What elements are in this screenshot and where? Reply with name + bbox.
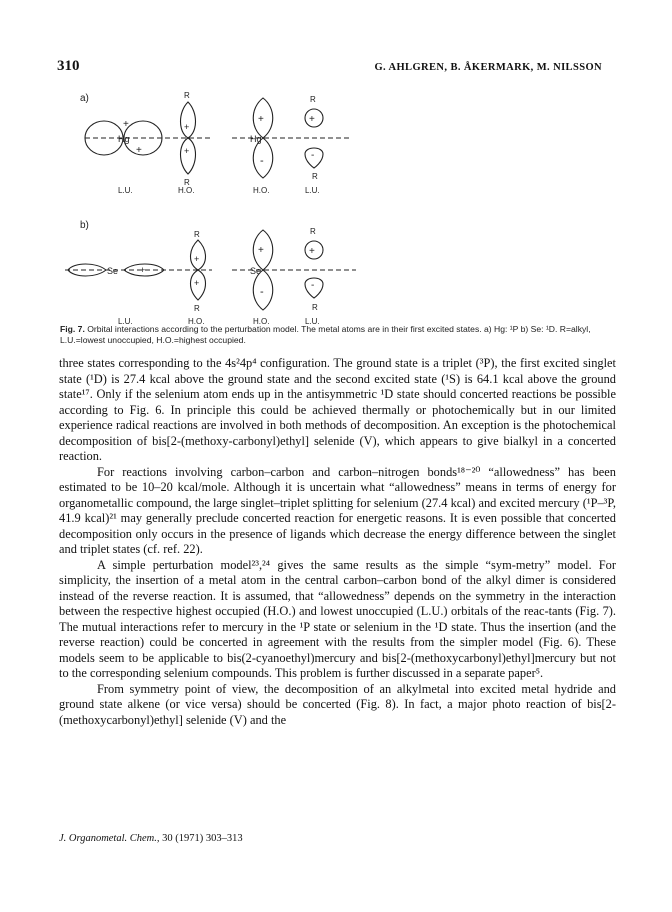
panel-b-right-atom: Se [250,266,262,276]
page-number: 310 [57,58,80,74]
footer-journal: J. Organometal. Chem., [59,833,160,844]
panel-a-sigma-lower-lobe [181,138,196,174]
running-header-authors: G. AHLGREN, B. ÅKERMARK, M. NILSSON [374,62,602,73]
panel-b-orbital-label: H.O. [253,317,270,326]
panel-a-orbital-label: L.U. [118,186,133,195]
paragraph: A simple perturbation model²³,²⁴ gives the same results as the simple “sym-metry” model. For simplicity, the insertion of a metal atom in the central carbon–carbon bond of the alkyl dimer is considered instead of the reverse reaction. It is assumed, that “allowedness” depends on the symmetry in the interaction between the respective highest occupied (H.O.) and lowest unoccupied (L.U.) orbitals of the reac-tants (Fig. 7). The mutual interactions refer to mercury in the ¹P state or selenium in the ¹D state. Thus the insertion (and the reverse reaction) could be concerted in agreement with the results from the simpler model (Fig. 6). These models seem to be applicable to bis(2-cyanoethyl)mercury and bis[2-(methoxycarbonyl)ethyl]mercury but not to the corresponding selenium compounds. This problem is further discussed in a separate paper⁵. [59,557,616,680]
panel-a-left-atom: Hg [118,134,130,144]
figure-caption [60,324,616,346]
paragraph: For reactions involving carbon–carbon and carbon–nitrogen bonds¹⁸⁻²⁰ “allowedness” has been estimated to be 10–20 kcal/mole. Although it is uncertain what “allowedness” means in terms of energy for organometallic compound, the large singlet–triplet splitting for selenium (27.4 kcal) and excited mercury (¹P–³P, 41.9 kcal)²¹ may generally preclude concerted reaction for energetic reasons. It is even possible that concerted decomposition only occurs in the presence of ligands which decrease the energy difference between the singlet and triplet states (cf. ref. 22). [59,464,616,556]
panel-a-r-label: R [310,95,316,104]
panel-b-plus-sign: + [309,246,315,257]
panel-b-r-label: R [310,227,316,236]
panel-a-plus-sign: + [258,114,264,125]
panel-b-plus-sign: + [194,254,200,264]
panel-a-sigma-upper-lobe [181,102,196,138]
panel-b-orbital-label: H.O. [188,317,205,326]
panel-a-r-label: R [184,91,190,100]
paragraph: From symmetry point of view, the decomposition of an alkylmetal into excited metal hydride and ground state alkene (or vice versa) should be concerted (Fig. 8). In fact, a major photo reaction of bis[2-(methoxycarbonyl)ethyl] selenide (V) and the [59,681,616,727]
panel-a-minus-sign: - [260,155,264,167]
panel-b-plus-sign: + [194,278,200,288]
panel-b-plus-sign: + [140,265,146,275]
panel-a-orbital-label: H.O. [253,186,270,195]
panel-a-plus-sign: + [184,146,190,156]
panel-b-left-atom: Se [107,266,119,276]
panel-b-label: b) [80,220,89,231]
figure-7-orbital-diagram [60,82,620,332]
panel-a-r-label: R [184,178,190,187]
panel-a-plus-sign: + [136,145,142,156]
panel-a-orbital-label: L.U. [305,186,320,195]
panel-a-plus-sign: + [309,114,315,125]
panel-a-right-atom: Hg [250,134,262,144]
orbital-diagram-svg [60,82,620,332]
panel-b-minus-sign: - [311,280,315,291]
panel-b-r-label: R [194,230,200,239]
footer-citation: 30 (1971) 303–313 [162,833,243,844]
panel-a-r-label: R [312,172,318,181]
caption-label: Fig. 7. [60,324,85,334]
paragraph: three states corresponding to the 4s²4p⁴ configuration. The ground state is a triplet (³P), the first excited singlet state (¹D) is 27.4 kcal above the ground state and the second excited state (¹S) is 64.1 kcal above the ground state¹⁷. Only if the selenium atom ends up in the antisymmetric ¹D state should concerted reactions be possible according to Fig. 6. In principle this could be achieved thermally or photochemically but in our limited experience radical reactions are involved in both methods of decomposition. An exception is the photochemical decomposition of bis[2-(methoxy-carbonyl)ethyl] selenide (V), which appears to give bialkyl in a concerted reaction. [59,356,616,463]
panel-b-orbital-label: L.U. [305,317,320,326]
journal-footer [59,833,243,844]
body-text [59,356,616,728]
panel-a-minus-sign: - [311,150,315,161]
panel-b-plus-sign: + [258,245,264,256]
panel-b-r-label: R [312,303,318,312]
panel-a-orbital-label: H.O. [178,186,195,195]
panel-a-plus-sign: + [123,119,129,130]
caption-text: Orbital interactions according to the perturbation model. The metal atoms are in their first excited states. a) Hg: ¹P b) Se: ¹D. R=alkyl, L.U.=lowest unoccupied, H.O.=highest occupied. [60,324,591,345]
panel-b-orbital-label: L.U. [118,317,133,326]
panel-b-r-label: R [194,304,200,313]
panel-a-label: a) [80,93,89,104]
panel-b-minus-sign: - [260,286,264,298]
panel-a-plus-sign: + [184,122,190,132]
